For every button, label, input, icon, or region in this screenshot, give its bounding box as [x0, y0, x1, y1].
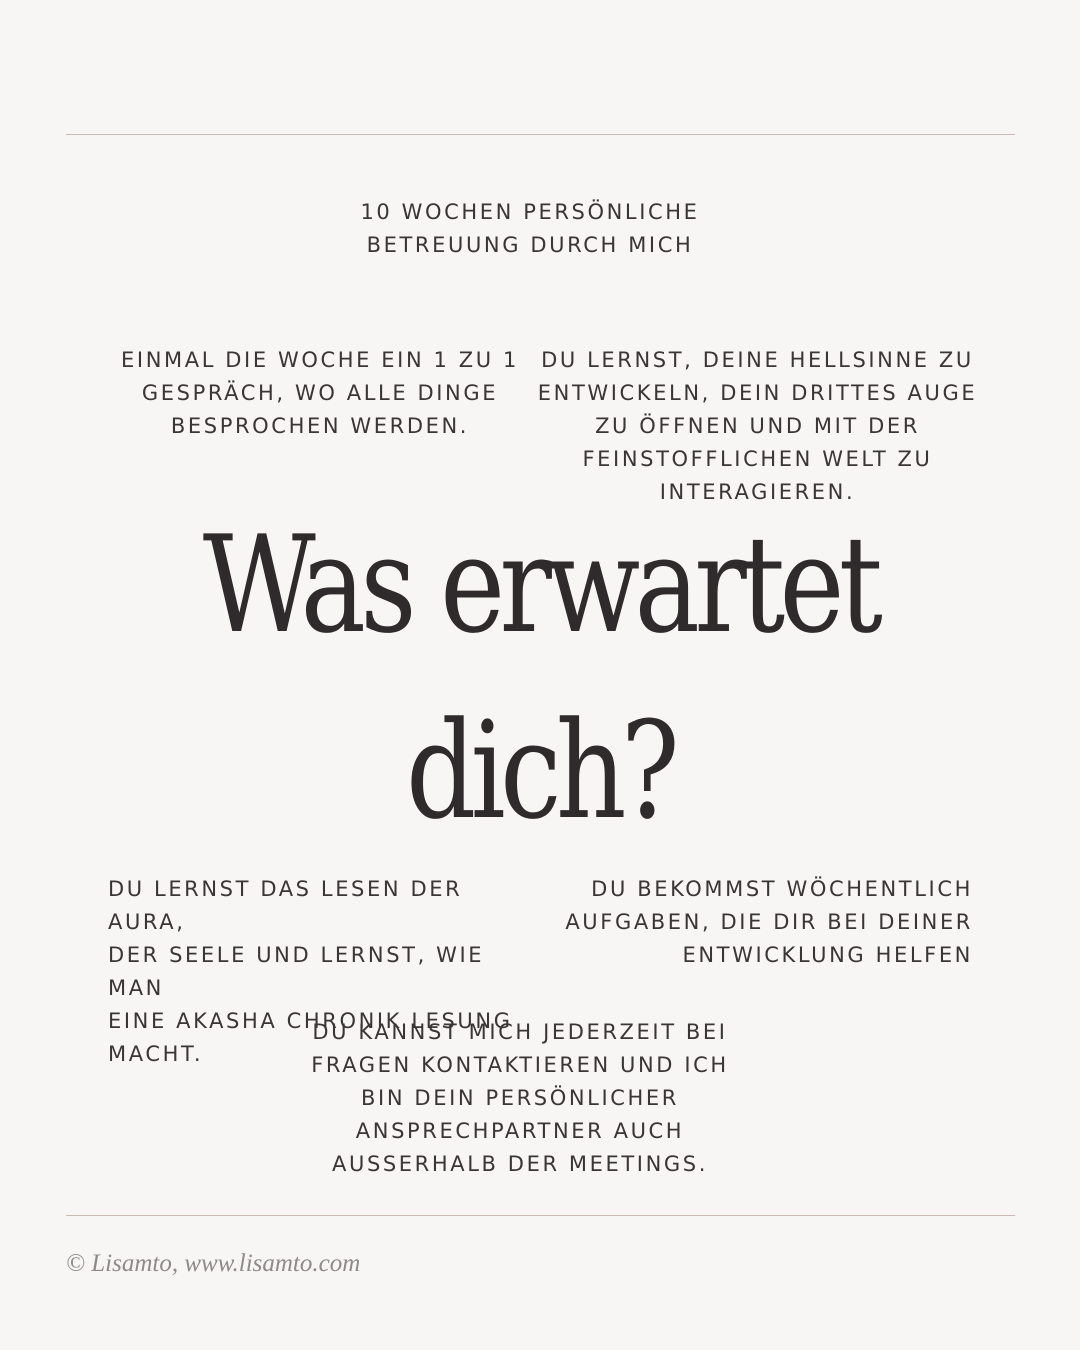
intro-text: 10 WOCHEN PERSÖNLICHE BETREUUNG DURCH MICH — [360, 200, 700, 257]
benefit-aura-reading: DU LERNST DAS LESEN DER AURA, DER SEELE UND LERNST, WIE MAN EINE AKASHA CHRONIK LESUNG MACHT. — [108, 877, 513, 1066]
headline-line-1: Was erwartet — [202, 507, 878, 663]
copyright-notice: © Lisamto, www.lisamto.com — [66, 1250, 361, 1277]
benefit-contact-anytime: DU KANNST MICH JEDERZEIT BEI FRAGEN KONTAKTIEREN UND ICH BIN DEIN PERSÖNLICHER ANSPRECHPARTNER AUCH AUSSERHALB DER MEETINGS. — [311, 1020, 729, 1176]
benefit-clairvoyant-senses: DU LERNST, DEINE HELLSINNE ZU ENTWICKELN, DEIN DRITTES AUGE ZU ÖFFNEN UND MIT DER FEINSTOFFLICHEN WELT ZU INTERAGIEREN. — [537, 348, 978, 504]
headline-line-2: dich? — [405, 693, 674, 849]
benefit-weekly-call: EINMAL DIE WOCHE EIN 1 ZU 1 GESPRÄCH, WO ALLE DINGE BESPROCHEN WERDEN. — [121, 348, 519, 438]
bottom-divider — [66, 1215, 1015, 1216]
top-divider — [66, 134, 1015, 135]
benefit-weekly-tasks: DU BEKOMMST WÖCHENTLICH AUFGABEN, DIE DIR BEI DEINER ENTWICKLUNG HELFEN — [565, 877, 973, 967]
